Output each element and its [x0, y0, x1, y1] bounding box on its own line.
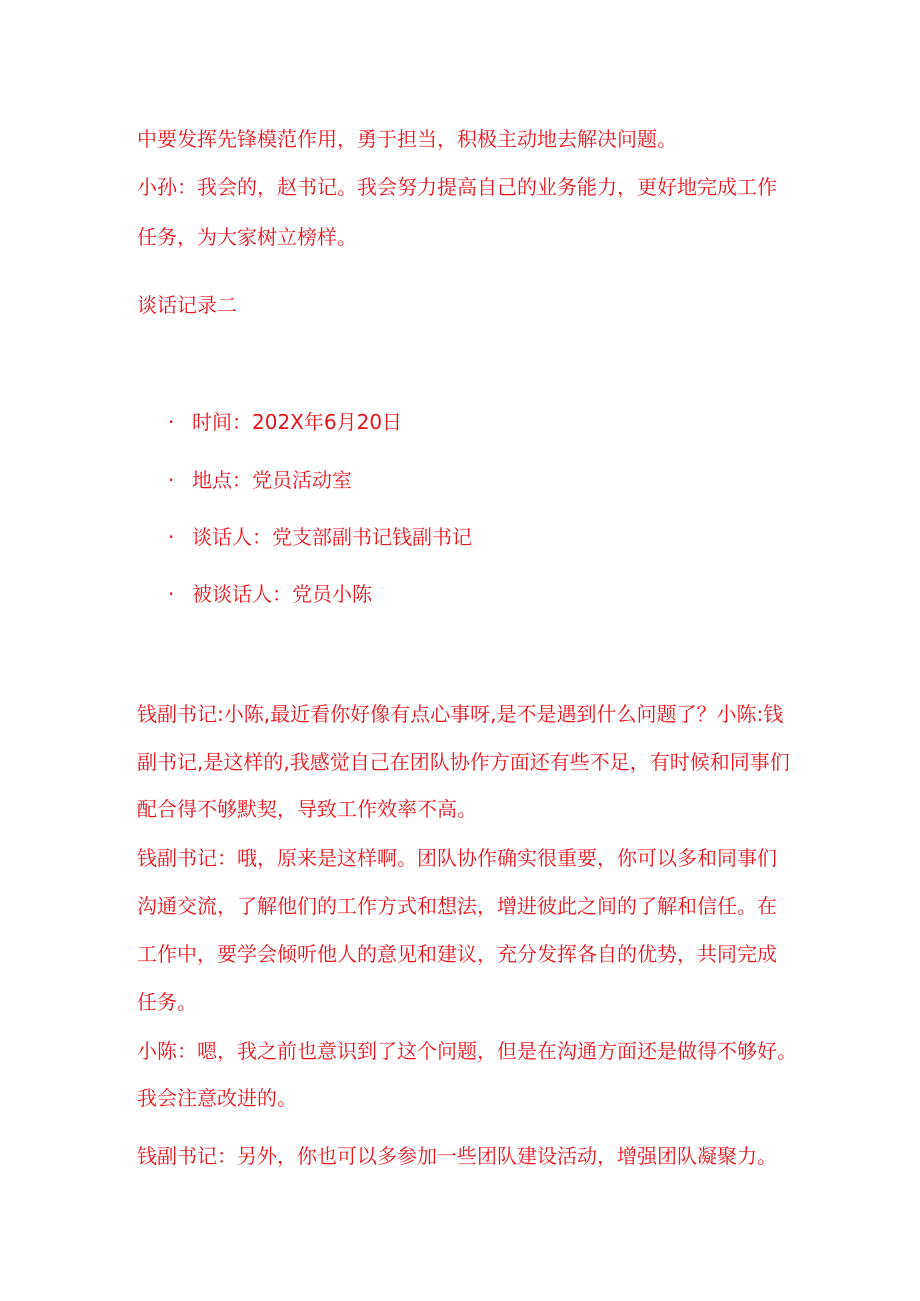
- dialogue-line: 沟通交流，了解他们的工作方式和想法，增进彼此之间的了解和信任。在: [137, 894, 777, 918]
- dialogue-line: 工作中，要学会倾听他人的意见和建议，充分发挥各自的优势，共同完成: [137, 942, 777, 966]
- dialogue-line: 钱副书记：哦，原来是这样啊。团队协作确实很重要，你可以多和同事们: [137, 846, 777, 870]
- list-item-text: 被谈话人：党员小陈: [192, 582, 372, 606]
- paragraph-line: 小孙：我会的，赵书记。我会努力提高自己的业务能力，更好地完成工作: [137, 175, 777, 199]
- bullet-icon: ·: [168, 410, 175, 434]
- bullet-icon: ·: [168, 582, 175, 606]
- dialogue-line: 副书记,是这样的,我感觉自己在团队协作方面还有些不足，有时候和同事们: [137, 750, 790, 774]
- dialogue-line: 任务。: [137, 990, 197, 1014]
- list-item: [168, 582, 372, 606]
- dialogue-line: 钱副书记:小陈,最近看你好像有点心事呀,是不是遇到什么问题了？小陈:钱: [137, 702, 784, 726]
- list-item: [168, 525, 472, 549]
- section-heading: 谈话记录二: [137, 293, 237, 317]
- dialogue-line: 小陈：嗯，我之前也意识到了这个问题，但是在沟通方面还是做得不够好。: [137, 1039, 797, 1063]
- bullet-icon: ·: [168, 468, 175, 492]
- paragraph-line: 任务，为大家树立榜样。: [137, 225, 357, 249]
- dialogue-line: 配合得不够默契，导致工作效率不高。: [137, 797, 477, 821]
- list-item-text: 谈话人：党支部副书记钱副书记: [192, 525, 472, 549]
- dialogue-line: 钱副书记：另外，你也可以多参加一些团队建设活动，增强团队凝聚力。: [137, 1144, 777, 1168]
- list-item-text: 地点：党员活动室: [192, 468, 352, 492]
- dialogue-line: 我会注意改进的。: [137, 1086, 297, 1110]
- paragraph-line: 中要发挥先锋模范作用，勇于担当，积极主动地去解决问题。: [137, 127, 677, 151]
- list-item: [168, 410, 402, 434]
- bullet-icon: ·: [168, 525, 175, 549]
- list-item-text: 时间：202X年6月20日: [192, 410, 403, 434]
- list-item: [168, 468, 352, 492]
